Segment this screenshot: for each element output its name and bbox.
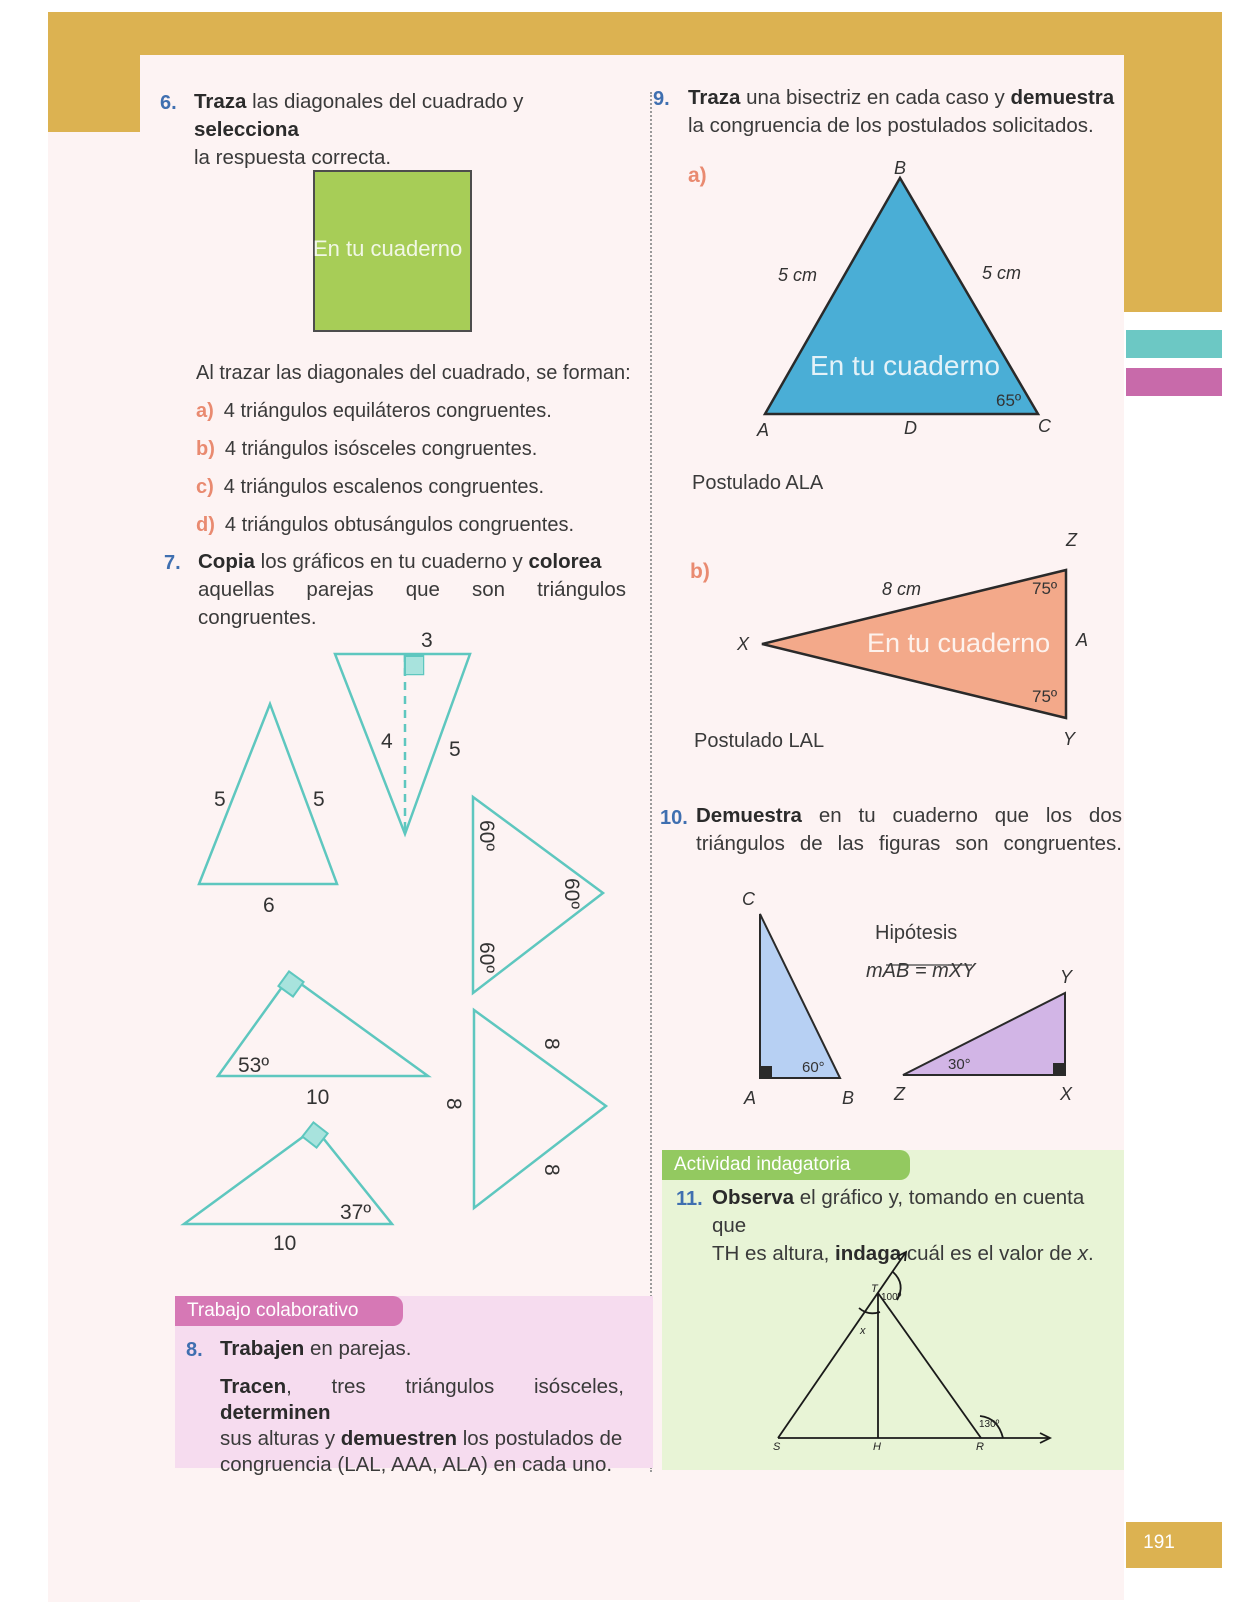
q9a-vertex-a: A xyxy=(757,420,770,440)
q8-verb2: Tracen xyxy=(220,1375,287,1398)
q10-vertex-c: C xyxy=(742,889,755,909)
q11-text2: TH es altura, xyxy=(712,1242,836,1265)
q9b-letter: b) xyxy=(690,560,710,583)
q6-option-c-letter: c) xyxy=(196,476,214,498)
q6-option-a-text: 4 triángulos equiláteros congruentes. xyxy=(223,400,552,422)
q8-number: 8. xyxy=(186,1339,203,1361)
q11-verb2: indaga xyxy=(835,1242,902,1265)
q9a-side-right: 5 cm xyxy=(982,263,1022,283)
q6-option-b-letter: b) xyxy=(196,438,215,460)
q11-verb1: Observa xyxy=(712,1186,795,1209)
q10-vertex-x: X xyxy=(1060,1084,1073,1104)
q9a-point-d: D xyxy=(904,418,917,438)
q8-tag: Trabajo colaborativo xyxy=(175,1296,403,1326)
q10-verb1: Demuestra xyxy=(696,804,802,827)
q7-t6-side-a: 8 xyxy=(442,1098,465,1110)
q9-number: 9. xyxy=(653,88,670,110)
q9a-vertex-b: B xyxy=(894,158,907,178)
q6-number: 6. xyxy=(160,92,177,114)
q10-vertex-b: B xyxy=(842,1088,855,1108)
q7-t2-height: 4 xyxy=(381,730,393,753)
q8-verb4: demuestren xyxy=(340,1427,457,1450)
q10-vertex-a: A xyxy=(744,1088,757,1108)
q7-line2: aquellas parejas que son triángulos congruentes. xyxy=(198,578,626,629)
q7-t1-left: 5 xyxy=(214,788,226,811)
q9-text1: una bisectriz en cada caso y xyxy=(740,86,1011,109)
q6-option-b-text: 4 triángulos isósceles congruentes. xyxy=(224,438,538,460)
q9b-vertex-y: Y xyxy=(1063,729,1076,749)
q9b-angle-bottom: 75º xyxy=(1032,687,1058,706)
q11-angle-130: 130º xyxy=(979,1419,1000,1430)
q6-square-label: En tu cuaderno xyxy=(313,236,463,261)
q6-option-d-letter: d) xyxy=(196,514,215,536)
q6-verb2: selecciona xyxy=(194,118,299,141)
q7-verb1: Copia xyxy=(198,550,255,573)
q11-side-st xyxy=(778,1252,906,1438)
q8-text1: en parejas. xyxy=(304,1337,412,1360)
q11-label-h: H xyxy=(873,1441,881,1453)
q9b-point-a: A xyxy=(1076,630,1089,650)
page-number: 191 xyxy=(1143,1532,1175,1553)
q11-label-s: S xyxy=(773,1441,781,1453)
q8-text4: los postulados de xyxy=(457,1427,623,1450)
q11-text4: . xyxy=(1088,1242,1094,1265)
q10-hypothesis: mAB = mXY xyxy=(866,960,976,982)
q9a-angle: 65º xyxy=(996,391,1022,410)
q11-var: x xyxy=(1077,1242,1088,1265)
q6-option-a-letter: a) xyxy=(196,400,214,422)
q7-verb2: colorea xyxy=(528,550,602,573)
q8-text5: congruencia (LAL, AAA, ALA) en cada uno. xyxy=(220,1453,613,1476)
q6-line2: la respuesta correcta. xyxy=(194,146,392,169)
q9a-postulate: Postulado ALA xyxy=(692,472,824,494)
q9b-angle-top: 75º xyxy=(1032,579,1058,598)
q9a-vertex-c: C xyxy=(1038,416,1051,436)
q6-option-d-text: 4 triángulos obtusángulos congruentes. xyxy=(224,514,575,536)
q7-t5-base: 10 xyxy=(273,1232,297,1255)
q7-text1: los gráficos en tu cuaderno y xyxy=(254,550,529,573)
q6-text1: las diagonales del cuadrado y xyxy=(246,90,524,113)
q9-line2: la congruencia de los postulados solicitados. xyxy=(688,114,1094,137)
q9a-letter: a) xyxy=(688,164,707,187)
q9a-watermark: En tu cuaderno xyxy=(810,350,1000,381)
q7-t6-side-c: 8 xyxy=(540,1164,563,1176)
q11-number: 11. xyxy=(676,1188,703,1210)
q6-option-c-text: 4 triángulos escalenos congruentes. xyxy=(223,476,545,498)
q8-verb3: determinen xyxy=(220,1401,331,1424)
q10-line2: triángulos de las figuras son congruentes. xyxy=(696,832,1122,855)
q7-t3-angle-b: 60º xyxy=(475,942,498,974)
q9b-vertex-x: X xyxy=(737,634,750,654)
q11-label-r: R xyxy=(976,1441,984,1453)
q9b-side: 8 cm xyxy=(882,579,922,599)
q7-number: 7. xyxy=(164,552,181,574)
q11-angle-100: 100º xyxy=(881,1292,902,1303)
q7-t1-right: 5 xyxy=(313,788,325,811)
q7-t3-angle-c: 60º xyxy=(560,878,583,910)
q11-label-x: x xyxy=(860,1325,866,1337)
q10-vertex-y: Y xyxy=(1060,967,1073,987)
q7-t4-angle: 53º xyxy=(238,1054,270,1077)
q10-hypothesis-title: Hipótesis xyxy=(875,922,958,944)
q11-side-tr xyxy=(878,1293,981,1438)
q10-text1: en tu cuaderno que los dos xyxy=(801,804,1122,827)
q9b-postulate: Postulado LAL xyxy=(694,730,825,752)
q8-text2: , tres triángulos isósceles, xyxy=(286,1375,624,1398)
q11-text1: el gráfico y, tomando en cuenta que xyxy=(712,1186,1085,1237)
q8-verb1: Trabajen xyxy=(220,1337,305,1360)
q7-t5-angle: 37º xyxy=(340,1201,372,1224)
q11-angle-x-arc xyxy=(859,1308,880,1313)
q10-angle-60: 60° xyxy=(802,1059,825,1076)
q10-vertex-z: Z xyxy=(894,1084,905,1104)
q11-text3: cuál es el valor de xyxy=(901,1242,1078,1265)
q7-t2-top: 3 xyxy=(421,629,433,652)
q7-t4-base: 10 xyxy=(306,1086,330,1109)
q7-t3-angle-a: 60º xyxy=(475,820,498,852)
q6-verb1: Traza xyxy=(194,90,247,113)
q8-text3: sus alturas y xyxy=(220,1427,341,1450)
q10-number: 10. xyxy=(660,807,688,829)
q7-t1-base: 6 xyxy=(263,894,275,917)
q7-t2-side: 5 xyxy=(449,738,461,761)
q9b-vertex-z: Z xyxy=(1066,530,1077,550)
q11-tag: Actividad indagatoria xyxy=(662,1150,910,1180)
q10-angle-30: 30° xyxy=(948,1056,971,1073)
q6-prompt: Al trazar las diagonales del cuadrado, se forman: xyxy=(196,362,631,384)
q7-t6-side-b: 8 xyxy=(540,1038,563,1050)
q9-verb1: Traza xyxy=(688,86,741,109)
q9b-watermark: En tu cuaderno xyxy=(867,628,1051,658)
q9-verb2: demuestra xyxy=(1010,86,1115,109)
q9a-side-left: 5 cm xyxy=(778,265,818,285)
q11-label-t: T xyxy=(871,1283,878,1295)
